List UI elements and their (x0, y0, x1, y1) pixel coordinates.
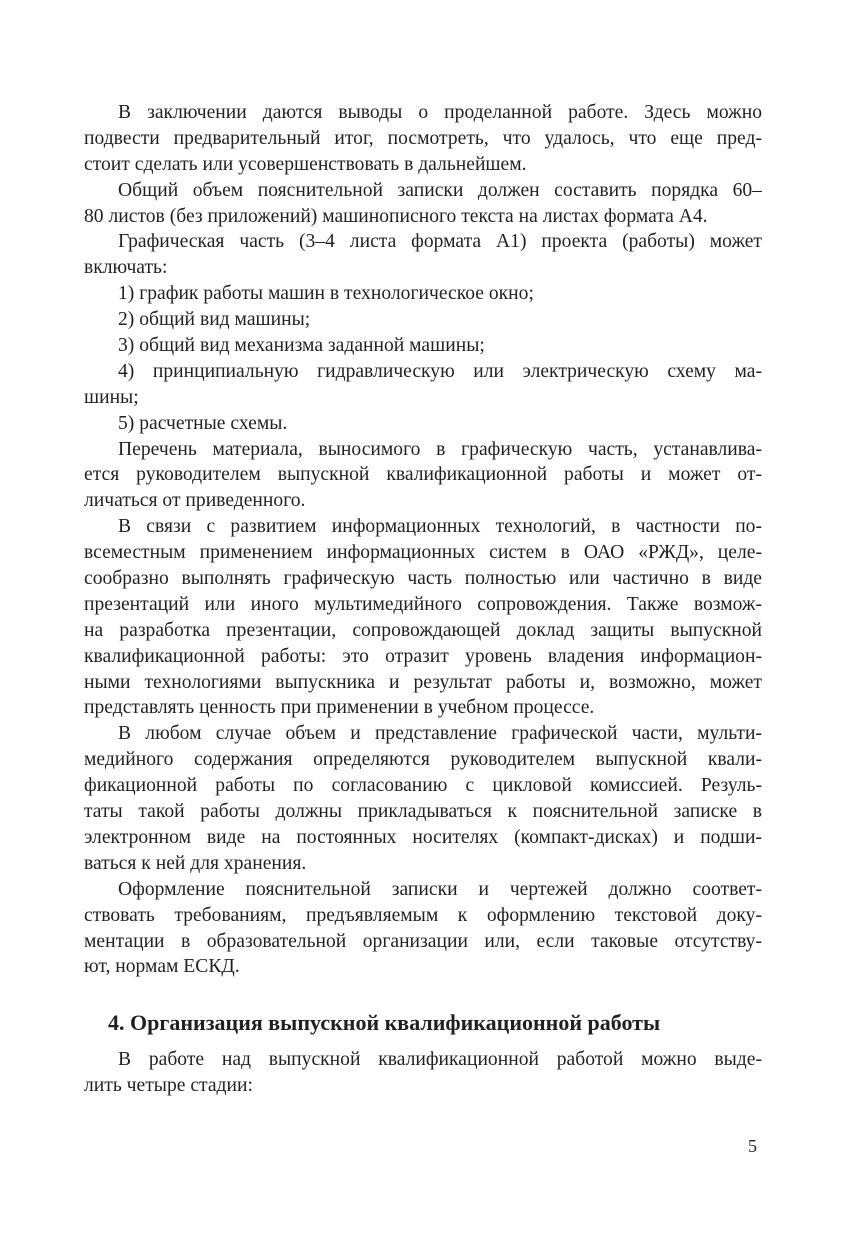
paragraph (84, 1047, 762, 1099)
text-line: на разработка презентации, сопровождающей доклад защиты выпускной (84, 619, 762, 641)
text-line: 4) принципиальную гидравлическую или электрическую схему ма- (118, 360, 762, 382)
paragraph (84, 721, 762, 876)
paragraph (84, 229, 762, 281)
text-line: В связи с развитием информационных технологий, в частности по- (118, 516, 762, 538)
text-line: В любом случае объем и представление графической части, мульти- (118, 723, 762, 745)
text-line: Общий объем пояснительной записки должен составить порядка 60– (118, 179, 762, 201)
text-line: таты такой работы должны прикладываться к пояснительной записке в (84, 801, 762, 823)
text-line: представлять ценность при применении в учебном процессе. (84, 697, 595, 719)
text-line: ными технологиями выпускника и результат работы и, возможно, может (84, 671, 762, 693)
paragraph (84, 877, 762, 981)
text-line: 1) график работы машин в технологическое окно; (118, 283, 534, 305)
paragraph (84, 411, 762, 437)
text-line: Графическая часть (3–4 листа формата А1) проекта (работы) может (118, 231, 762, 253)
paragraph (84, 333, 762, 359)
text-line: фикационной работы по согласованию с цикловой комиссией. Резуль- (84, 775, 762, 797)
text-line: личаться от приведенного. (84, 490, 306, 512)
text-line: подвести предварительный итог, посмотреть, что удалось, что еще пред- (84, 127, 762, 149)
text-line: В заключении даются выводы о проделанной работе. Здесь можно (118, 102, 762, 123)
text-line: всеместным применением информационных систем в ОАО «РЖД», целе- (84, 542, 762, 564)
text-line: Перечень материала, выносимого в графическую часть, устанавлива- (118, 438, 762, 460)
text-line: ствовать требованиям, предъявляемым к оформлению текстовой доку- (84, 904, 762, 926)
paragraph (84, 359, 762, 411)
text-line: медийного содержания определяются руководителем выпускной квали- (84, 749, 762, 771)
text-line: ется руководителем выпускной квалификационной работы и может от- (84, 464, 762, 486)
text-line: шины; (84, 386, 139, 408)
text-line: ют, нормам ЕСКД. (84, 956, 240, 978)
text-line: 5) расчетные схемы. (118, 412, 288, 434)
text-line: ваться к ней для хранения. (84, 852, 307, 874)
text-line: включать: (84, 257, 168, 279)
text-line: 3) общий вид механизма заданной машины; (118, 335, 485, 357)
text-line: ментации в образовательной организации или, если таковые отсутству- (84, 930, 762, 952)
text-line: электронном виде на постоянных носителях (компакт-дисках) и подши- (84, 826, 762, 848)
paragraph (84, 178, 762, 230)
text-line: сообразно выполнять графическую часть полностью или частично в виде (84, 568, 762, 590)
text-line: В работе над выпускной квалификационной работой можно выде- (118, 1049, 762, 1071)
page-number: 5 (748, 1136, 757, 1156)
text-line: квалификационной работы: это отразит уровень владения информацион- (84, 645, 762, 667)
text-line: презентаций или иного мультимедийного сопровождения. Также возмож- (84, 593, 762, 615)
paragraph (84, 281, 762, 307)
section-heading: 4. Организация выпускной квалификационной работы (108, 1010, 661, 1036)
text-line: 2) общий вид машины; (118, 309, 311, 331)
text-line: стоит сделать или усовершенствовать в дальнейшем. (84, 153, 527, 175)
paragraph (84, 437, 762, 515)
text-line: Оформление пояснительной записки и чертежей должно соответ- (118, 878, 762, 900)
paragraph (84, 514, 762, 721)
paragraph (84, 307, 762, 333)
paragraph (84, 100, 762, 178)
text-line: 80 листов (без приложений) машинописного текста на листах формата А4. (84, 205, 708, 227)
document-page (84, 100, 762, 1099)
text-line: лить четыре стадии: (84, 1075, 253, 1097)
